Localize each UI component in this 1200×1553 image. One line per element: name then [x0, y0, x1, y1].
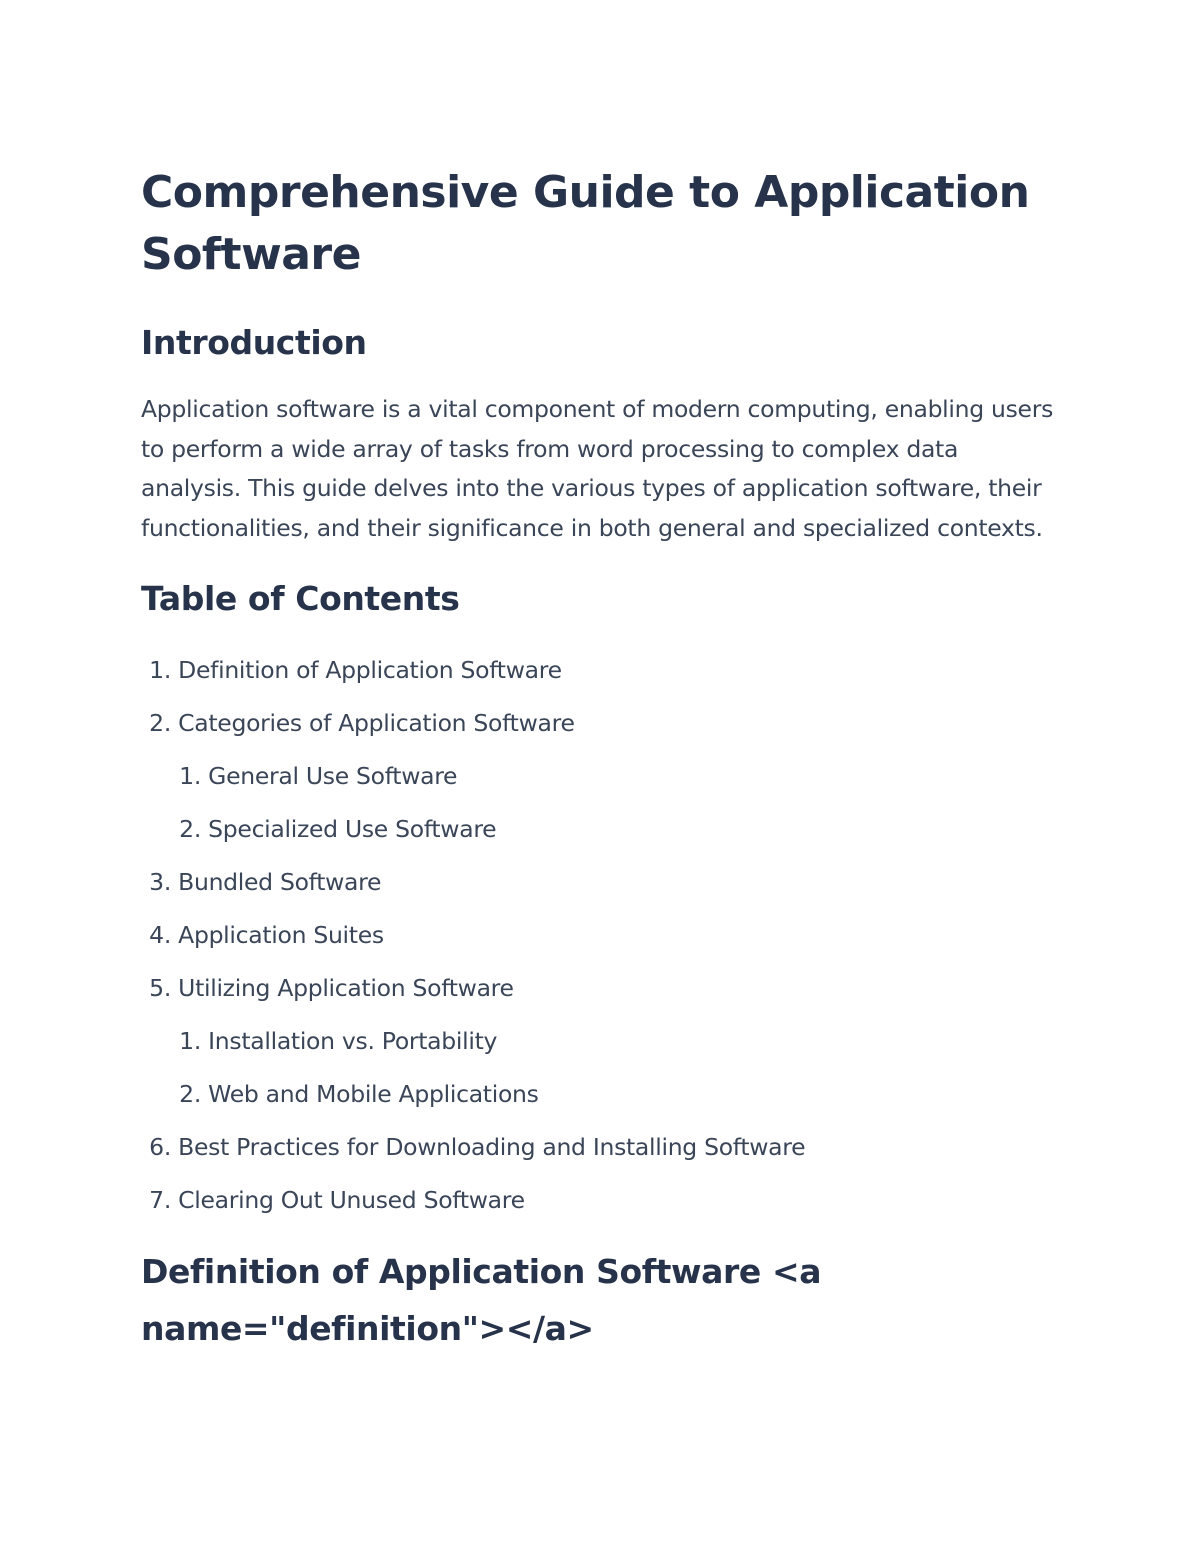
toc-heading: Table of Contents [141, 579, 460, 618]
toc-item-label: General Use Software [208, 762, 458, 790]
toc-item-label: Categories of Application Software [178, 709, 575, 737]
toc-item-label: Utilizing Application Software [178, 974, 514, 1002]
toc-item-best-practices[interactable] [141, 1121, 1061, 1174]
toc-item-number: 7. [149, 1186, 171, 1214]
toc-subitem-specialized-use[interactable] [141, 803, 1061, 856]
toc-item-label: Definition of Application Software [178, 656, 562, 684]
introduction-text: Application software is a vital component of modern computing, enabling users to perform a wide array of tasks from word processing to complex data analysis. This guide delves into the various types of application software, their functionalities, and their significance in both general and specialized contexts. [141, 395, 1054, 542]
table-of-contents [141, 644, 1061, 1227]
toc-item-definition[interactable] [141, 644, 1061, 697]
toc-item-number: 1. [179, 762, 201, 790]
toc-item-label: Specialized Use Software [208, 815, 497, 843]
page-title: Comprehensive Guide to Application Software [141, 167, 1030, 280]
toc-item-bundled[interactable] [141, 856, 1061, 909]
toc-item-label: Web and Mobile Applications [208, 1080, 539, 1108]
toc-item-number: 2. [149, 709, 171, 737]
toc-subitem-installation[interactable] [141, 1015, 1061, 1068]
toc-item-number: 1. [179, 1027, 201, 1055]
definition-heading: Definition of Application Software <a name="definition"></a> [141, 1252, 822, 1348]
toc-item-number: 1. [149, 656, 171, 684]
toc-item-label: Bundled Software [178, 868, 382, 896]
toc-item-number: 4. [149, 921, 171, 949]
toc-item-suites[interactable] [141, 909, 1061, 962]
toc-item-utilizing[interactable] [141, 962, 1061, 1015]
document-page [141, 162, 1061, 1357]
toc-item-label: Clearing Out Unused Software [178, 1186, 525, 1214]
toc-item-label: Application Suites [178, 921, 384, 949]
toc-item-clearing[interactable] [141, 1174, 1061, 1227]
toc-item-number: 2. [179, 815, 201, 843]
introduction-heading: Introduction [141, 323, 367, 362]
toc-item-number: 5. [149, 974, 171, 1002]
toc-item-label: Best Practices for Downloading and Installing Software [178, 1133, 806, 1161]
toc-item-label: Installation vs. Portability [208, 1027, 498, 1055]
toc-item-number: 2. [179, 1080, 201, 1108]
toc-item-categories[interactable] [141, 697, 1061, 750]
toc-item-number: 3. [149, 868, 171, 896]
toc-subitem-general-use[interactable] [141, 750, 1061, 803]
toc-item-number: 6. [149, 1133, 171, 1161]
toc-subitem-web-mobile[interactable] [141, 1068, 1061, 1121]
